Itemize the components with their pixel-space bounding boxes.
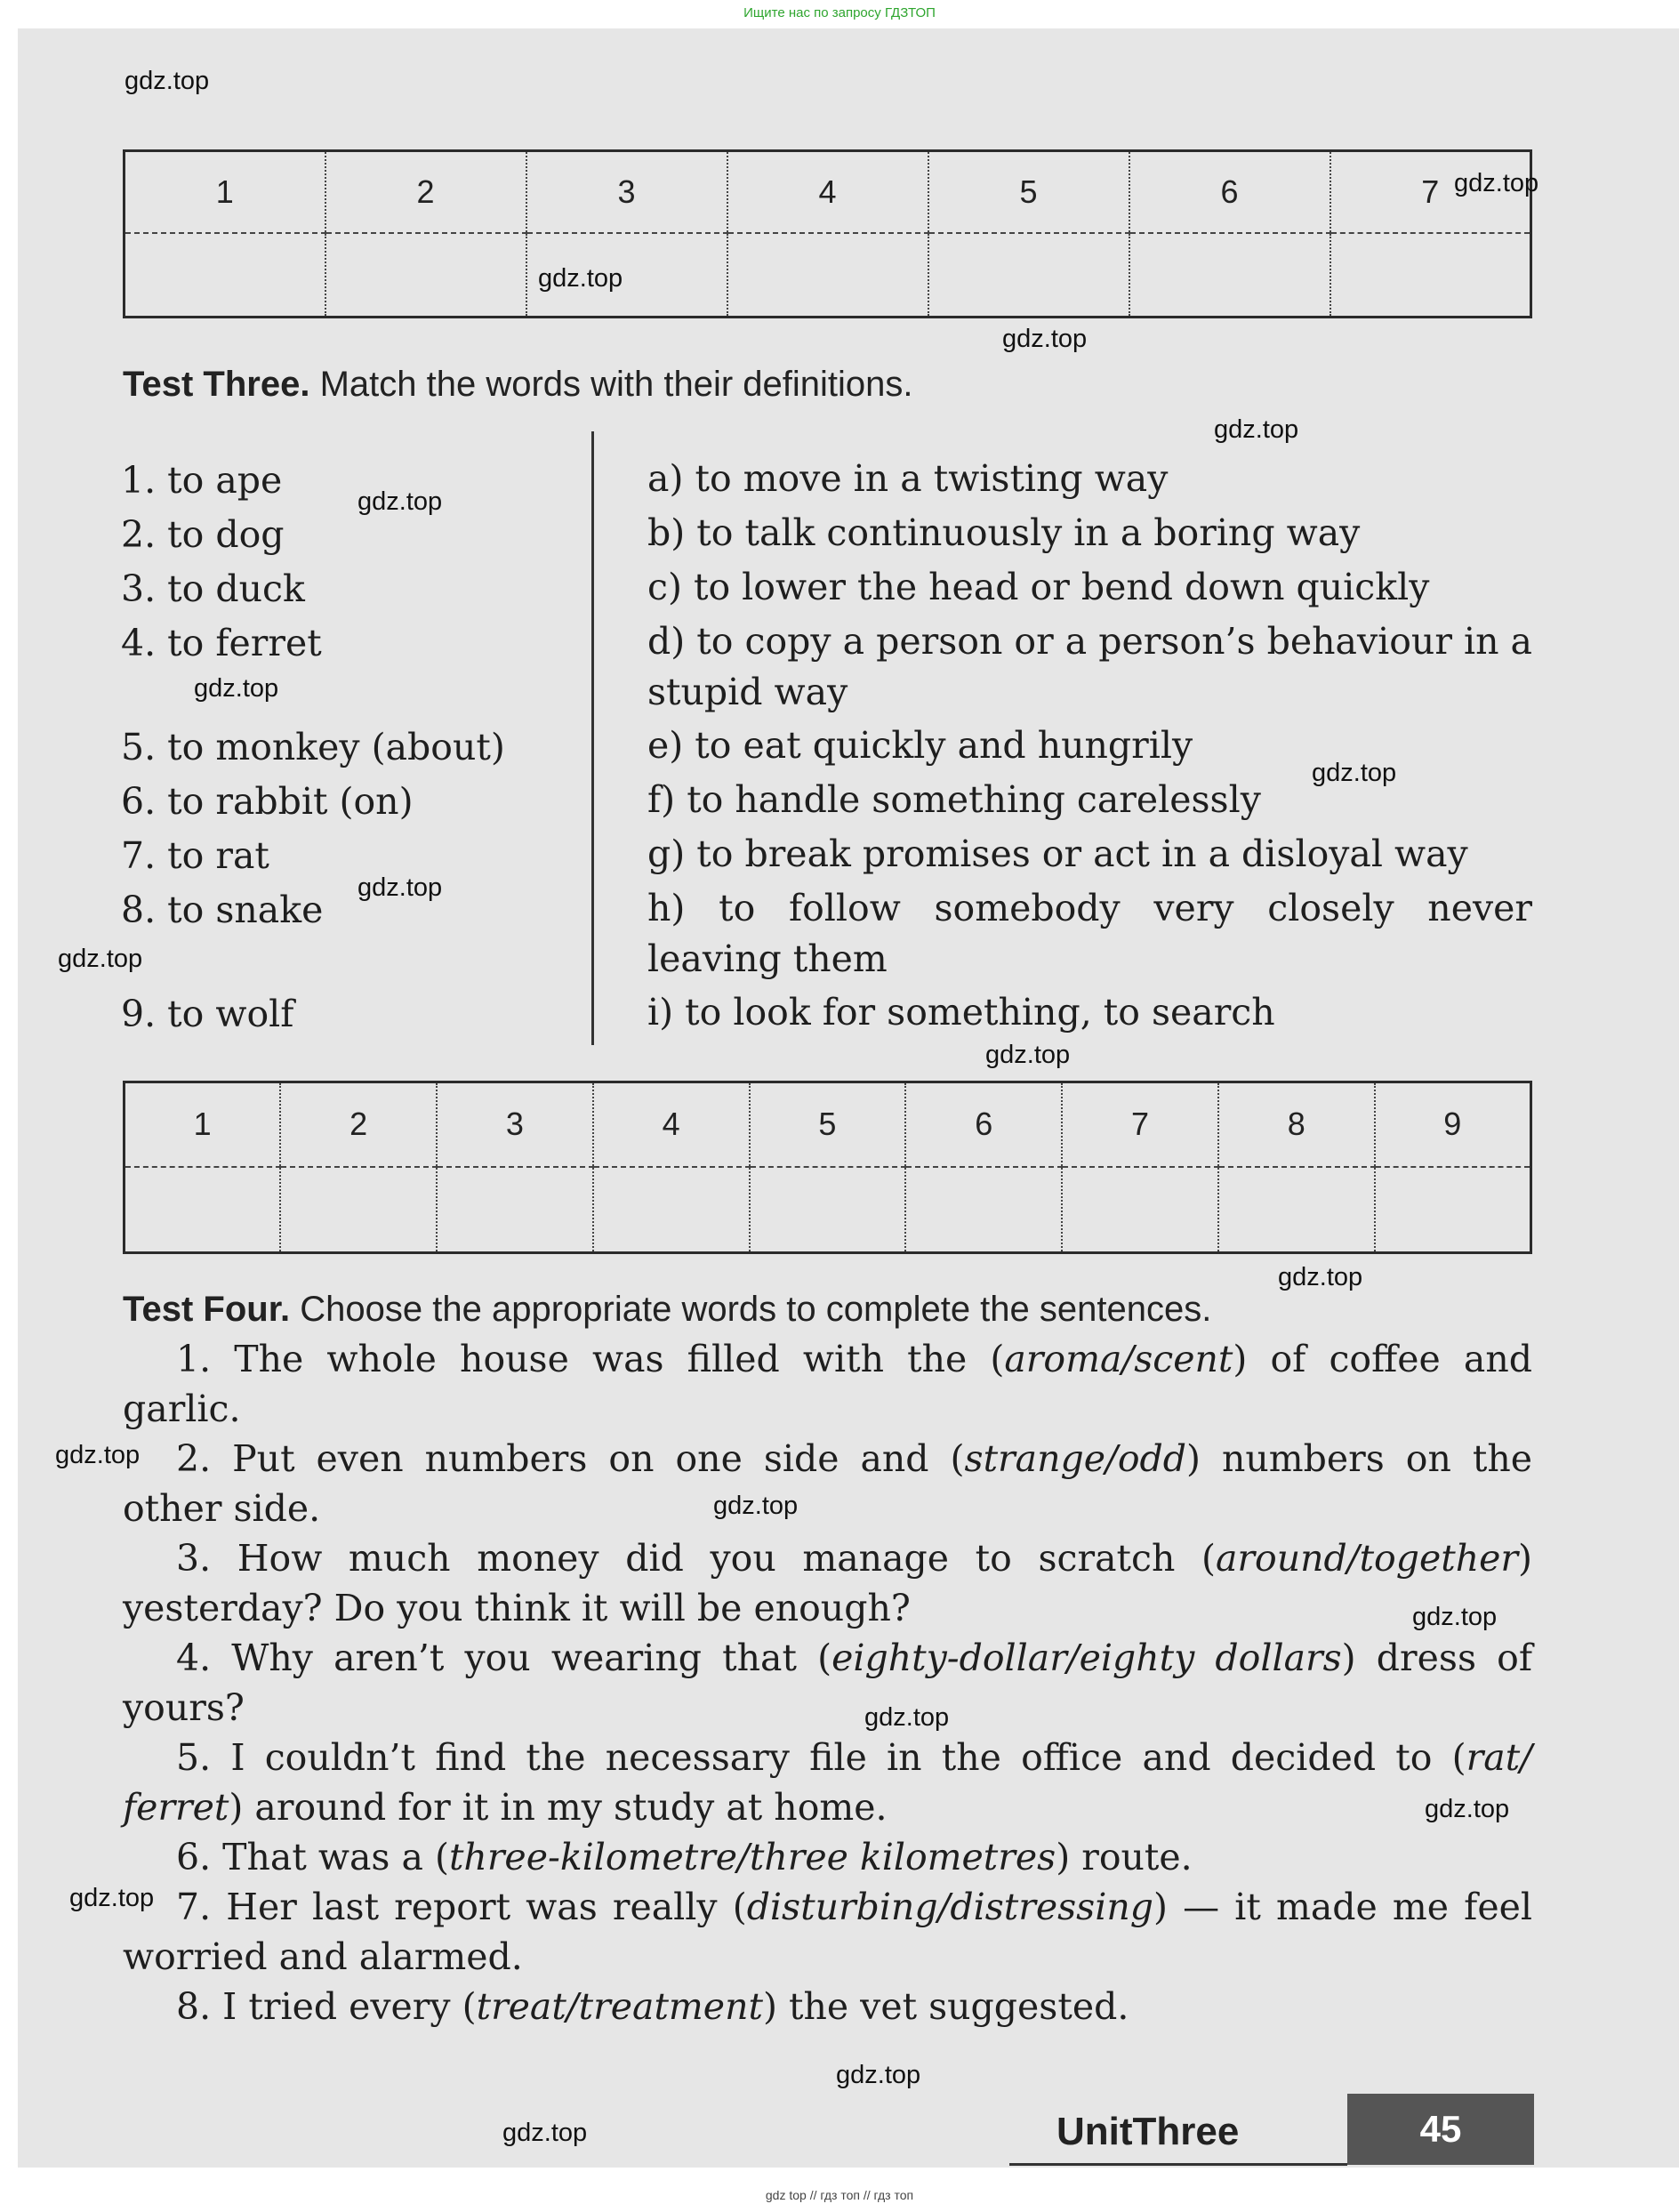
grid-mid-cell: 9 [1375, 1082, 1531, 1167]
sentence-item: 7. Her last report was really (disturbing/distressing) — it made me feel worried and alarmed. [123, 1886, 1532, 1978]
watermark: gdz.top [1412, 1603, 1498, 1631]
watermark: gdz.top [69, 1884, 155, 1912]
word-item: 1. to ape [121, 459, 283, 502]
watermark: gdz.top [538, 264, 623, 293]
watermark: gdz.top [1425, 1795, 1510, 1823]
test-three-heading [123, 365, 913, 405]
definition-item: g) to break promises or act in a disloyal way [647, 833, 1468, 875]
watermark: gdz.top [864, 1703, 950, 1732]
sentence-item: 5. I couldn’t find the necessary file in the office and decided to (rat/ ferret) around for it in my study at home. [123, 1736, 1532, 1829]
column-divider [591, 431, 594, 1045]
grid-mid-cell: 8 [1218, 1082, 1375, 1167]
watermark: gdz.top [1002, 325, 1088, 353]
test-four-title: Test Four. [123, 1290, 291, 1329]
page-number: 45 [1347, 2094, 1534, 2165]
watermark: gdz.top [55, 1441, 141, 1469]
definition-item: b) to talk continuously in a boring way [647, 511, 1361, 554]
definition-item: e) to eat quickly and hungrily [647, 724, 1193, 767]
test-three-instruction: Match the words with their definitions. [319, 365, 913, 404]
definition-item: f) to handle something carelessly [647, 778, 1261, 821]
watermark: gdz.top [58, 945, 143, 973]
definition-item: h) to follow somebody very closely never leaving them [647, 887, 1532, 980]
watermark: gdz.top [713, 1492, 799, 1520]
word-options[interactable]: eighty-dollar/eighty dollars [831, 1637, 1342, 1679]
grid-top-cell: 1 [125, 151, 325, 233]
test-four-instruction: Choose the appropriate words to complete the sentences. [300, 1290, 1212, 1329]
watermark: gdz.top [502, 2119, 588, 2147]
test-three-title: Test Three. [123, 365, 310, 404]
answer-grid-top [123, 149, 1532, 318]
grid-top-cell: 5 [928, 151, 1129, 233]
sentence-item: 2. Put even numbers on one side and (strange/odd) numbers on the other side. [123, 1437, 1532, 1530]
grid-mid-cell: 3 [437, 1082, 593, 1167]
sentence-item: 4. Why aren’t you wearing that (eighty-dollar/eighty dollars) dress of yours? [123, 1637, 1532, 1729]
word-item: 9. to wolf [121, 993, 294, 1035]
grid-top-cell: 3 [526, 151, 727, 233]
sentence-item: 6. That was a (three-kilometre/three kilometres) route. [176, 1836, 1193, 1878]
answer-cell[interactable] [905, 1167, 1062, 1253]
unit-title: UnitThree [1056, 2110, 1240, 2153]
watermark: gdz.top [194, 674, 279, 703]
top-banner: Ищите нас по запросу ГДЗТОП [743, 5, 936, 20]
grid-top-cell: 2 [325, 151, 526, 233]
definition-item: a) to move in a twisting way [647, 457, 1169, 500]
answer-cell[interactable] [1062, 1167, 1218, 1253]
word-options[interactable]: disturbing/distressing [746, 1886, 1153, 1928]
answer-cell[interactable] [280, 1167, 437, 1253]
unit-underline [1009, 2163, 1347, 2166]
answer-cell[interactable] [1218, 1167, 1375, 1253]
answer-cell[interactable] [437, 1167, 593, 1253]
watermark: gdz.top [1278, 1263, 1363, 1291]
watermark: gdz.top [125, 67, 210, 95]
word-options[interactable]: around/together [1215, 1537, 1518, 1580]
grid-mid-cell: 5 [750, 1082, 906, 1167]
watermark: gdz.top [836, 2061, 921, 2089]
grid-mid-cell: 4 [593, 1082, 750, 1167]
word-options[interactable]: treat/treatment [476, 1985, 763, 2028]
word-item: 3. to duck [121, 567, 305, 610]
definition-item: c) to lower the head or bend down quickly [647, 566, 1430, 608]
word-list [121, 454, 583, 1042]
bottom-banner: gdz top // гдз топ // гдз топ [765, 2188, 914, 2202]
word-item: 5. to monkey (about) [121, 726, 505, 768]
answer-cell[interactable] [1375, 1167, 1531, 1253]
sentence-item: 8. I tried every (treat/treatment) the vet suggested. [176, 1985, 1129, 2028]
answer-cell[interactable] [593, 1167, 750, 1253]
watermark: gdz.top [985, 1041, 1071, 1069]
answer-grid-mid [123, 1081, 1532, 1254]
definition-list [647, 454, 1532, 1042]
word-item: 4. to ferret [121, 622, 322, 664]
grid-mid-cell: 6 [905, 1082, 1062, 1167]
word-options[interactable]: three-kilometre/three kilometres [448, 1836, 1056, 1878]
word-item: 8. to snake [121, 889, 324, 931]
answer-cell[interactable] [325, 233, 526, 318]
watermark: gdz.top [1214, 415, 1299, 444]
word-options[interactable]: strange/odd [964, 1437, 1186, 1480]
definition-item: i) to look for something, to search [647, 991, 1275, 1034]
word-item: 7. to rat [121, 834, 269, 877]
grid-top-cell: 6 [1129, 151, 1330, 233]
word-options[interactable]: rat/ ferret [123, 1736, 1532, 1829]
grid-mid-cell: 2 [280, 1082, 437, 1167]
word-item: 2. to dog [121, 513, 285, 556]
grid-mid-cell: 7 [1062, 1082, 1218, 1167]
answer-cell[interactable] [1129, 233, 1330, 318]
word-options[interactable]: aroma/scent [1004, 1338, 1233, 1380]
sentence-list [123, 1334, 1532, 2031]
answer-cell[interactable] [727, 233, 928, 318]
watermark: gdz.top [357, 873, 443, 902]
answer-cell[interactable] [125, 1167, 281, 1253]
sentence-item: 3. How much money did you manage to scratch (around/together) yesterday? Do you think it will be enough? [123, 1537, 1532, 1629]
answer-cell[interactable] [1330, 233, 1531, 318]
grid-top-cell: 4 [727, 151, 928, 233]
answer-cell[interactable] [750, 1167, 906, 1253]
test-four-heading [123, 1290, 1211, 1330]
grid-top-cell: 7 [1330, 151, 1531, 233]
definition-item: d) to copy a person or a person’s behaviour in a stupid way [647, 620, 1532, 713]
grid-mid-cell: 1 [125, 1082, 281, 1167]
answer-cell[interactable] [928, 233, 1129, 318]
answer-cell[interactable] [125, 233, 325, 318]
watermark: gdz.top [1454, 169, 1539, 197]
watermark: gdz.top [357, 487, 443, 516]
sentence-item: 1. The whole house was filled with the (aroma/scent) of coffee and garlic. [123, 1338, 1532, 1430]
watermark: gdz.top [1312, 759, 1397, 787]
word-item: 6. to rabbit (on) [121, 780, 414, 823]
